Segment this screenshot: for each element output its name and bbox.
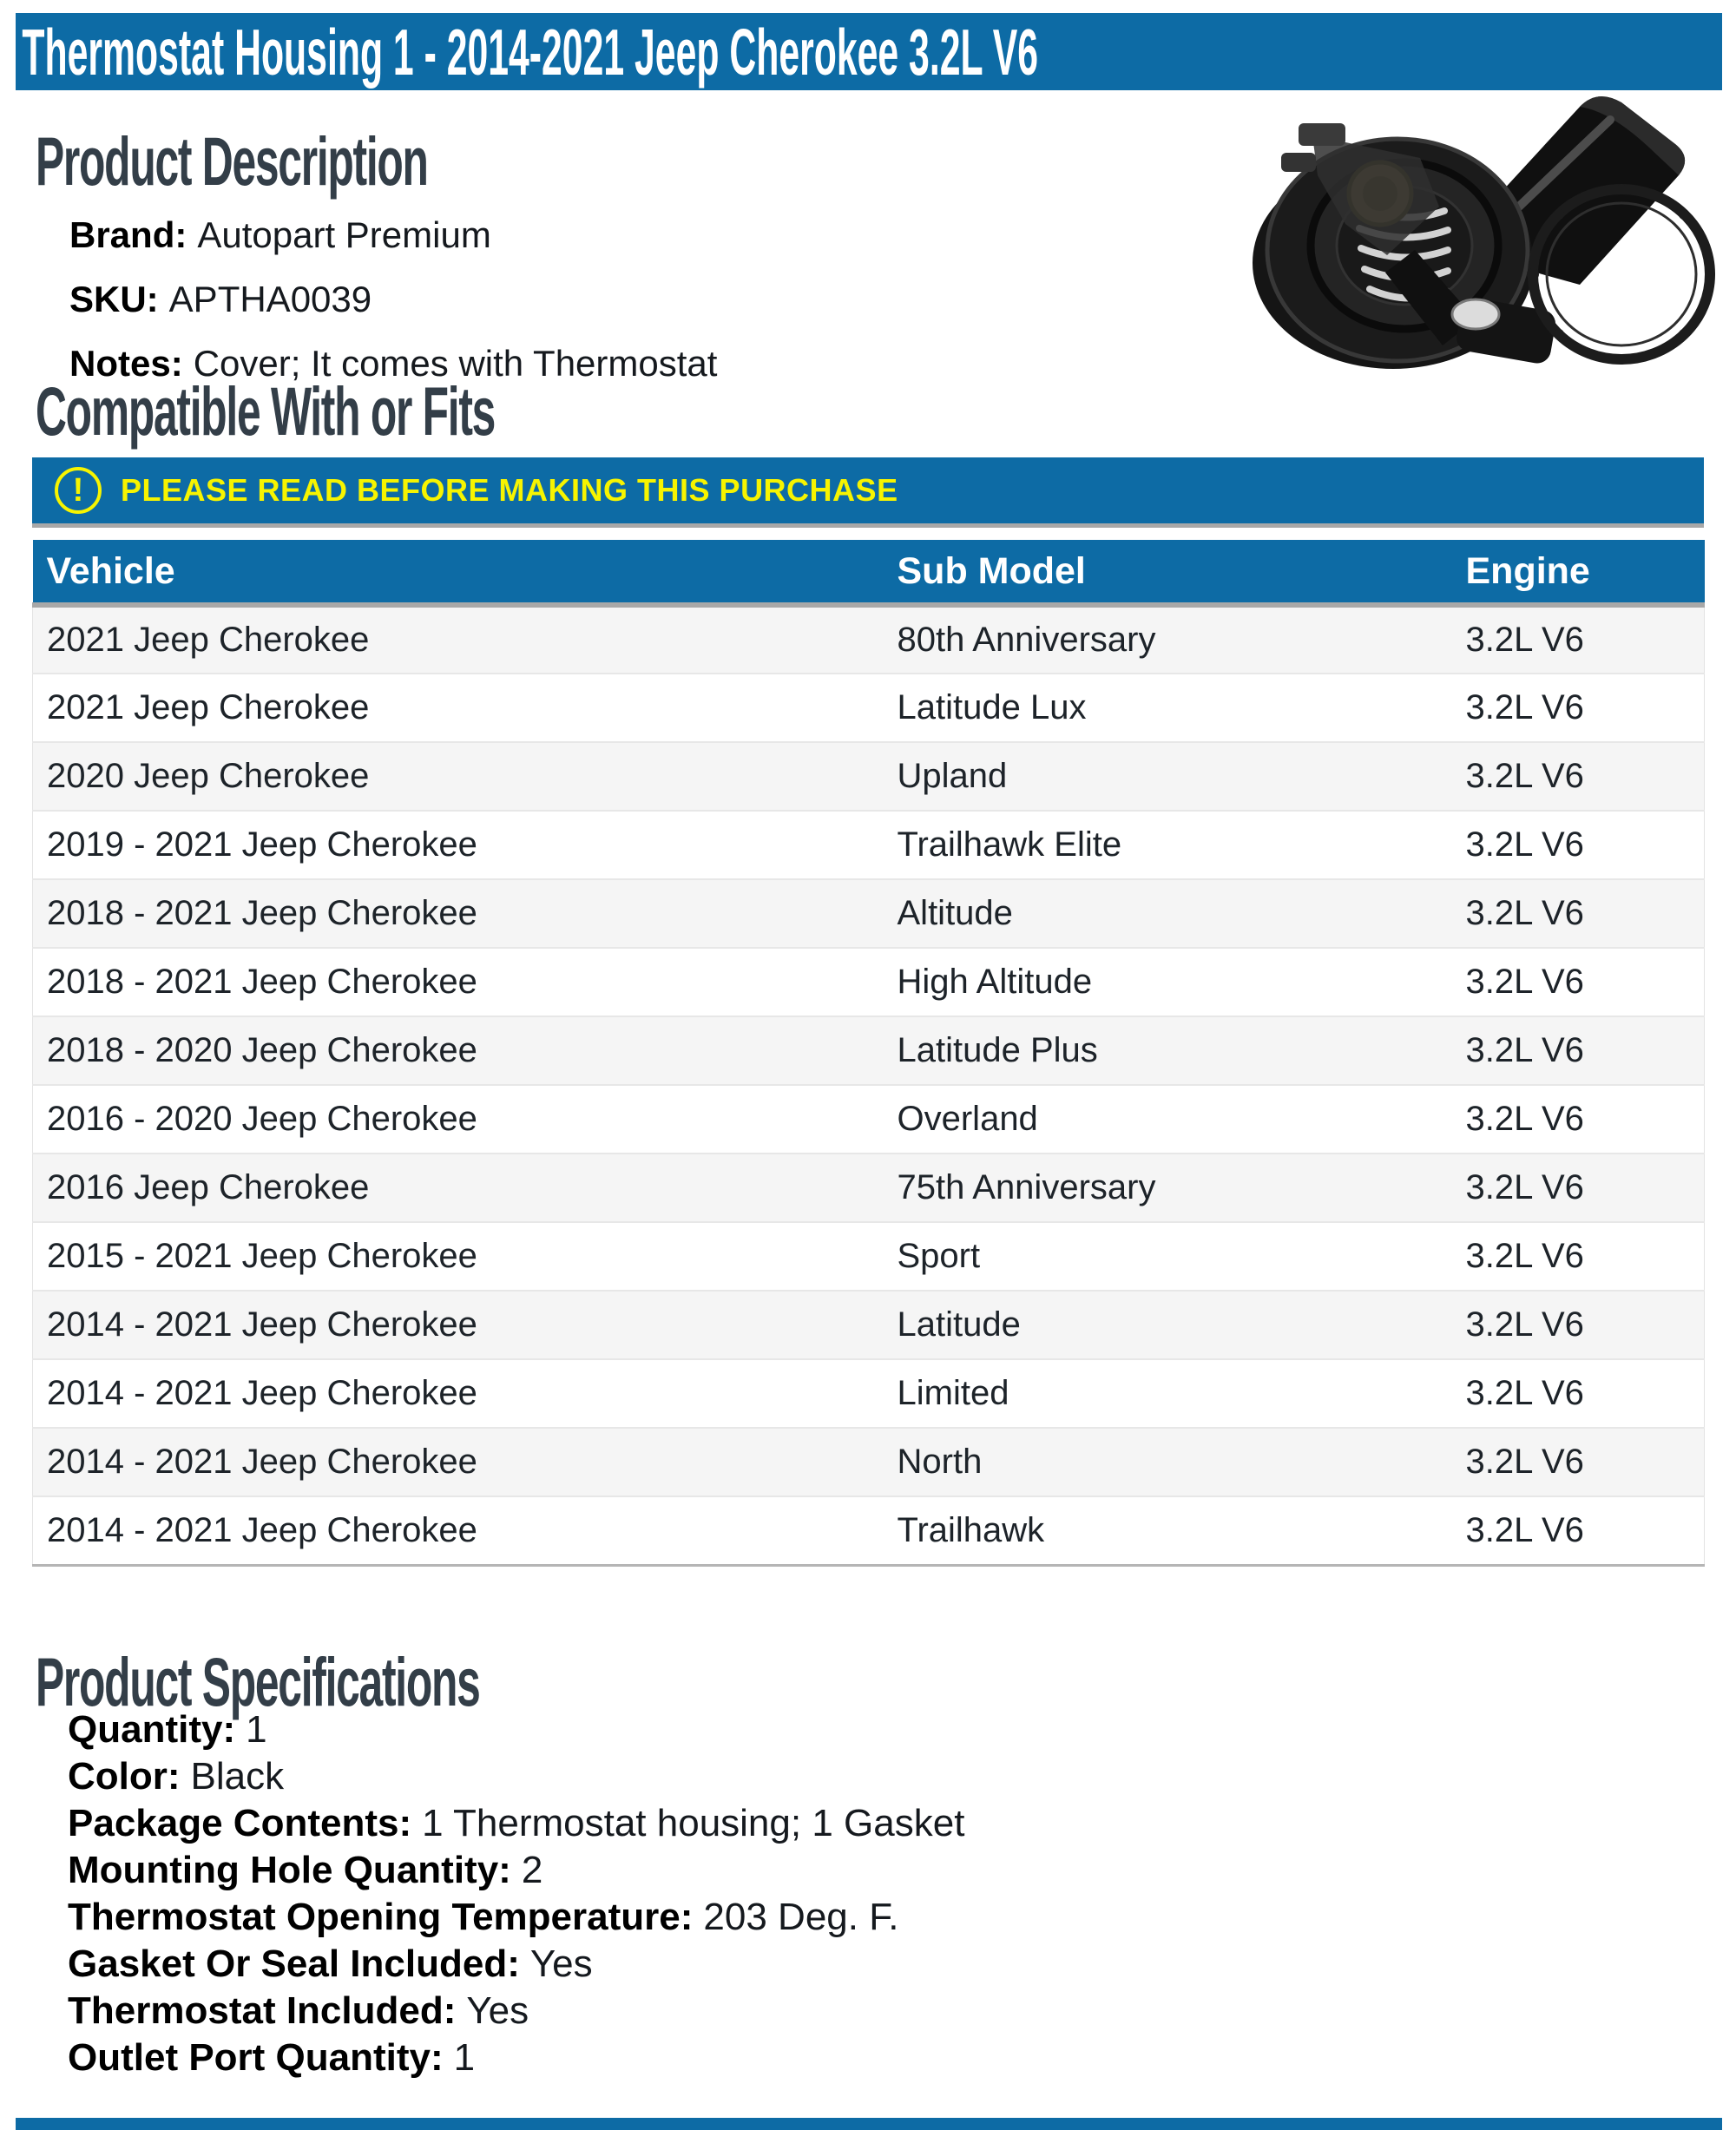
product-title-banner [16, 13, 1722, 90]
page-title: Thermostat Housing 1 - 2014-2021 Jeep Cherokee 3.2L V6 [22, 15, 1038, 89]
field-label: Package Contents: [68, 1802, 412, 1844]
field-label: Outlet Port Quantity: [68, 2036, 444, 2079]
table-row [33, 948, 1705, 1016]
table-row [33, 605, 1705, 674]
table-row [33, 1496, 1705, 1565]
warning-text: PLEASE READ BEFORE MAKING THIS PURCHASE [121, 472, 898, 508]
field-label: Notes: [69, 343, 183, 384]
thermostat-housing-illustration [1215, 85, 1727, 373]
engine-cell: 3.2L V6 [1465, 1443, 1584, 1481]
sub-model-cell: Latitude Lux [897, 688, 1087, 726]
table-row [33, 1359, 1705, 1428]
sub-model-cell: Sport [897, 1237, 981, 1275]
sub-model-cell: Latitude Plus [897, 1031, 1098, 1069]
vehicle-cell: 2014 - 2021 Jeep Cherokee [47, 1305, 477, 1344]
vehicle-cell: 2021 Jeep Cherokee [47, 688, 370, 726]
field-label: Quantity: [68, 1708, 236, 1751]
product-image [1215, 85, 1727, 373]
specification-field [68, 1800, 964, 1847]
field-value: 1 [453, 2036, 476, 2079]
table-row [33, 879, 1705, 948]
engine-cell: 3.2L V6 [1465, 963, 1584, 1001]
field-label: SKU: [69, 279, 159, 319]
sub-model-cell: 80th Anniversary [897, 621, 1156, 659]
description-field [69, 267, 717, 332]
vehicle-cell: 2015 - 2021 Jeep Cherokee [47, 1237, 477, 1275]
engine-cell: 3.2L V6 [1465, 757, 1584, 795]
table-row [33, 674, 1705, 742]
column-header-vehicle: Vehicle [33, 540, 884, 605]
description-field [69, 203, 717, 267]
sub-model-cell: Altitude [897, 894, 1013, 932]
vehicle-cell: 2014 - 2021 Jeep Cherokee [47, 1510, 477, 1549]
vehicle-cell: 2016 - 2020 Jeep Cherokee [47, 1100, 477, 1138]
field-value: Cover; It comes with Thermostat [193, 343, 718, 384]
specification-field [68, 1706, 964, 1753]
sub-model-cell: Trailhawk Elite [897, 825, 1122, 864]
sub-model-cell: High Altitude [897, 963, 1093, 1001]
field-value: APTHA0039 [168, 279, 372, 319]
engine-cell: 3.2L V6 [1465, 894, 1584, 932]
specification-field [68, 1988, 964, 2035]
vehicle-cell: 2014 - 2021 Jeep Cherokee [47, 1443, 477, 1481]
compatibility-table-body [33, 605, 1705, 1565]
column-header-engine: Engine [1452, 540, 1705, 605]
engine-cell: 3.2L V6 [1465, 1374, 1584, 1412]
table-row [33, 1154, 1705, 1222]
engine-cell: 3.2L V6 [1465, 1237, 1584, 1275]
sub-model-cell: 75th Anniversary [897, 1168, 1156, 1206]
field-value: 1 Thermostat housing; 1 Gasket [422, 1802, 965, 1844]
purchase-warning-banner [32, 457, 1704, 528]
field-value: Yes [529, 1943, 593, 1985]
specification-field [68, 1847, 964, 1894]
table-row [33, 1222, 1705, 1291]
sub-model-cell: Upland [897, 757, 1008, 795]
field-value: Yes [466, 1989, 529, 2032]
vehicle-cell: 2019 - 2021 Jeep Cherokee [47, 825, 477, 864]
field-label: Gasket Or Seal Included: [68, 1943, 520, 1985]
field-value: 1 [246, 1708, 267, 1751]
engine-cell: 3.2L V6 [1465, 1100, 1584, 1138]
table-row [33, 1016, 1705, 1085]
compatibility-heading: Compatible With or Fits [36, 372, 496, 450]
sub-model-cell: Limited [897, 1374, 1009, 1412]
compatibility-table [32, 540, 1705, 1567]
engine-cell: 3.2L V6 [1465, 825, 1584, 864]
field-value: 203 Deg. F. [703, 1896, 899, 1938]
vehicle-cell: 2021 Jeep Cherokee [47, 621, 370, 659]
exclamation-circle-icon: ! [55, 467, 102, 514]
table-row [33, 1291, 1705, 1359]
product-specifications-heading: Product Specifications [36, 1643, 480, 1720]
specification-field [68, 1894, 964, 1941]
specification-field [68, 1753, 964, 1800]
field-label: Brand: [69, 214, 187, 255]
sub-model-cell: Overland [897, 1100, 1038, 1138]
engine-cell: 3.2L V6 [1465, 1031, 1584, 1069]
engine-cell: 3.2L V6 [1465, 1510, 1584, 1549]
engine-cell: 3.2L V6 [1465, 621, 1584, 659]
field-value: Black [190, 1755, 285, 1798]
sub-model-cell: Trailhawk [897, 1510, 1045, 1549]
field-label: Mounting Hole Quantity: [68, 1849, 511, 1891]
product-specifications-fields [68, 1706, 964, 2081]
engine-cell: 3.2L V6 [1465, 1168, 1584, 1206]
product-description-fields [69, 203, 717, 396]
table-row [33, 1085, 1705, 1154]
field-value: 2 [521, 1849, 543, 1891]
specification-field [68, 2035, 964, 2081]
engine-cell: 3.2L V6 [1465, 1305, 1584, 1344]
column-header-sub-model: Sub Model [884, 540, 1452, 605]
product-description-heading: Product Description [36, 122, 428, 200]
vehicle-cell: 2018 - 2021 Jeep Cherokee [47, 894, 477, 932]
compatibility-table-header [33, 540, 1705, 605]
sub-model-cell: Latitude [897, 1305, 1021, 1344]
field-label: Thermostat Opening Temperature: [68, 1896, 694, 1938]
table-row [33, 1428, 1705, 1496]
table-row [33, 811, 1705, 879]
engine-cell: 3.2L V6 [1465, 688, 1584, 726]
table-row [33, 742, 1705, 811]
field-label: Color: [68, 1755, 181, 1798]
vehicle-cell: 2014 - 2021 Jeep Cherokee [47, 1374, 477, 1412]
vehicle-cell: 2016 Jeep Cherokee [47, 1168, 370, 1206]
field-value: Autopart Premium [197, 214, 491, 255]
footer-accent-bar [16, 2118, 1722, 2130]
sub-model-cell: North [897, 1443, 983, 1481]
field-label: Thermostat Included: [68, 1989, 457, 2032]
vehicle-cell: 2018 - 2021 Jeep Cherokee [47, 963, 477, 1001]
vehicle-cell: 2018 - 2020 Jeep Cherokee [47, 1031, 477, 1069]
specification-field [68, 1941, 964, 1988]
vehicle-cell: 2020 Jeep Cherokee [47, 757, 370, 795]
